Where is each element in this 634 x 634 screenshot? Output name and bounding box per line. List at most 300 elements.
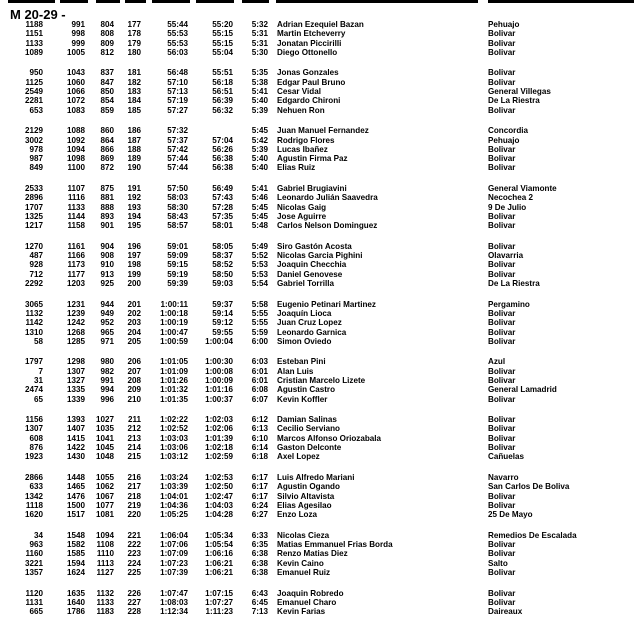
- pace: 5:55: [251, 318, 268, 328]
- gender-position: 949: [100, 308, 114, 318]
- city: Bolivar: [488, 424, 516, 434]
- pace: 7:13: [251, 607, 268, 617]
- net-time: 1:07:27: [205, 597, 233, 607]
- net-time: 55:15: [212, 29, 233, 39]
- runner-name: Nehuen Ron: [277, 105, 325, 115]
- result-row: [0, 260, 634, 269]
- net-time: 1:11:23: [205, 607, 233, 617]
- gun-time: 55:44: [167, 20, 188, 29]
- category-position: 180: [127, 47, 141, 57]
- overall-position: 1548: [66, 530, 85, 540]
- net-time: 57:35: [212, 211, 233, 221]
- gun-time: 1:06:04: [160, 530, 188, 540]
- pace: 6:17: [251, 472, 268, 482]
- category-position: 189: [127, 154, 141, 164]
- bib-number: 1188: [25, 20, 43, 29]
- result-row: [0, 136, 634, 145]
- header-rule: [276, 0, 478, 3]
- runner-name: Alan Luis: [277, 366, 314, 376]
- gun-time: 57:19: [167, 96, 188, 106]
- gender-position: 893: [100, 211, 114, 221]
- pace: 5:53: [251, 269, 268, 279]
- gun-time: 59:39: [167, 279, 188, 289]
- category-position: 206: [127, 357, 141, 367]
- gender-position: 864: [100, 135, 114, 145]
- pace: 5:31: [251, 38, 268, 48]
- category-position: 183: [127, 87, 141, 97]
- bib-number: 712: [29, 269, 43, 279]
- net-time: 1:02:06: [205, 424, 233, 434]
- gun-time: 1:05:25: [160, 510, 188, 520]
- gender-position: 980: [100, 357, 114, 367]
- bib-number: 978: [29, 144, 43, 154]
- pace: 6:38: [251, 558, 268, 568]
- net-time: 59:14: [212, 308, 233, 318]
- city: Bolivar: [488, 38, 516, 48]
- city: 9 De Julio: [488, 202, 527, 212]
- overall-position: 1066: [66, 87, 85, 97]
- pace: 6:07: [251, 394, 268, 404]
- result-row: [0, 589, 634, 598]
- category-position: 220: [127, 510, 141, 520]
- bib-number: 1310: [24, 327, 43, 337]
- overall-position: 1133: [67, 202, 85, 212]
- result-group: [0, 473, 634, 519]
- gun-time: 58:30: [167, 202, 188, 212]
- runner-name: Silvio Altavista: [277, 491, 335, 501]
- pace: 5:41: [251, 184, 268, 194]
- net-time: 1:06:21: [205, 558, 233, 568]
- bib-number: 1118: [25, 500, 43, 510]
- net-time: 59:55: [212, 327, 233, 337]
- overall-position: 1072: [66, 96, 85, 106]
- runner-name: Nicolas Gaig: [277, 202, 327, 212]
- overall-position: 1430: [66, 452, 85, 462]
- category-position: 223: [127, 549, 141, 559]
- runner-name: Enzo Loza: [277, 510, 318, 520]
- city: General Viamonte: [488, 184, 557, 194]
- gender-position: 854: [100, 96, 114, 106]
- bib-number: 2281: [24, 96, 43, 106]
- gun-time: 1:01:05: [160, 357, 188, 367]
- runner-name: Kevin Koffler: [277, 394, 328, 404]
- gender-position: 809: [100, 38, 114, 48]
- gender-position: 1132: [96, 588, 114, 598]
- pace: 6:18: [251, 452, 268, 462]
- header-rule: [125, 0, 146, 3]
- net-time: 1:00:37: [205, 394, 233, 404]
- bib-number: 1132: [25, 308, 43, 318]
- pace: 5:40: [251, 163, 268, 173]
- result-row: [0, 87, 634, 96]
- bib-number: 1089: [24, 47, 43, 57]
- gender-position: 888: [100, 202, 114, 212]
- gun-time: 58:57: [167, 221, 188, 231]
- pace: 6:17: [251, 482, 268, 492]
- bib-number: 1620: [24, 510, 43, 520]
- result-row: [0, 492, 634, 501]
- overall-position: 1415: [66, 433, 85, 443]
- runner-name: Diego Ottonello: [277, 47, 338, 57]
- pace: 5:39: [251, 144, 268, 154]
- city: Necochea 2: [488, 193, 533, 203]
- bib-number: 1325: [24, 211, 43, 221]
- category-position: 191: [127, 184, 141, 194]
- overall-position: 1448: [66, 472, 85, 482]
- city: Concordia: [488, 126, 529, 136]
- category-position: 204: [127, 327, 141, 337]
- category-position: 222: [127, 540, 141, 550]
- result-row: [0, 78, 634, 87]
- category-position: 179: [127, 38, 141, 48]
- gender-position: 812: [100, 47, 114, 57]
- bib-number: 3221: [24, 558, 43, 568]
- gender-position: 872: [100, 163, 114, 173]
- category-position: 181: [127, 68, 141, 78]
- runner-name: Rodrigo Flores: [277, 135, 335, 145]
- pace: 6:38: [251, 567, 268, 577]
- bib-number: 1357: [24, 567, 43, 577]
- category-position: 187: [127, 135, 141, 145]
- header-rule: [96, 0, 120, 3]
- gun-time: 57:50: [167, 184, 188, 194]
- runner-name: Marcos Alfonso Oriozabala: [277, 433, 382, 443]
- net-time: 59:12: [212, 318, 233, 328]
- bib-number: 2292: [24, 279, 43, 289]
- gun-time: 56:48: [167, 68, 188, 78]
- overall-position: 1239: [66, 308, 85, 318]
- category-position: 213: [127, 433, 141, 443]
- gun-time: 1:07:39: [160, 567, 188, 577]
- net-time: 57:04: [212, 135, 233, 145]
- gun-time: 57:42: [167, 144, 188, 154]
- result-row: [0, 367, 634, 376]
- runner-name: Eugenio Petinari Martinez: [277, 299, 376, 309]
- category-position: 228: [127, 607, 141, 617]
- gender-position: 808: [100, 29, 114, 39]
- result-row: [0, 385, 634, 394]
- gender-position: 1110: [96, 549, 114, 559]
- net-time: 1:01:39: [205, 433, 233, 443]
- gun-time: 1:01:32: [160, 385, 188, 395]
- gun-time: 57:13: [167, 87, 188, 97]
- bib-number: 928: [29, 260, 43, 270]
- city: General Villegas: [488, 87, 551, 97]
- gun-time: 57:10: [167, 77, 188, 87]
- city: Bolivar: [488, 375, 516, 385]
- category-position: 177: [127, 20, 141, 29]
- result-group: [0, 126, 634, 172]
- overall-position: 1407: [66, 424, 85, 434]
- overall-position: 1144: [67, 211, 85, 221]
- header-rule: [152, 0, 190, 3]
- result-row: [0, 300, 634, 309]
- pace: 6:17: [251, 491, 268, 501]
- category-position: 186: [127, 126, 141, 136]
- category-position: 199: [127, 269, 141, 279]
- runner-name: Edgardo Chironi: [277, 96, 341, 106]
- gun-time: 56:03: [167, 47, 188, 57]
- result-row: [0, 251, 634, 260]
- runner-name: Elias Agesilao: [277, 500, 332, 510]
- gender-position: 1048: [95, 452, 114, 462]
- category-position: 225: [127, 567, 141, 577]
- gender-position: 913: [100, 269, 114, 279]
- net-time: 55:51: [212, 68, 233, 78]
- category-position: 211: [127, 415, 141, 425]
- header-rule: [488, 0, 634, 3]
- result-row: [0, 607, 634, 616]
- pace: 6:12: [251, 415, 268, 425]
- city: Navarro: [488, 472, 519, 482]
- result-row: [0, 568, 634, 577]
- category-position: 217: [127, 482, 141, 492]
- gender-position: 1077: [95, 500, 114, 510]
- city: Bolivar: [488, 549, 516, 559]
- category-position: 216: [127, 472, 141, 482]
- category-position: 205: [127, 336, 141, 346]
- result-row: [0, 203, 634, 212]
- category-position: 190: [127, 163, 141, 173]
- runner-name: Lucas Ibañez: [277, 144, 328, 154]
- city: Bolivar: [488, 308, 516, 318]
- overall-position: 1786: [66, 607, 85, 617]
- result-row: [0, 501, 634, 510]
- net-time: 57:28: [212, 202, 233, 212]
- pace: 5:55: [251, 308, 268, 318]
- result-row: [0, 184, 634, 193]
- category-position: 196: [127, 241, 141, 251]
- category-position: 215: [127, 452, 141, 462]
- city: Bolivar: [488, 394, 516, 404]
- category-position: 200: [127, 279, 141, 289]
- category-position: 219: [127, 500, 141, 510]
- result-group: [0, 531, 634, 577]
- bib-number: 653: [29, 105, 43, 115]
- runner-name: Martin Etcheverry: [277, 29, 346, 39]
- category-position: 193: [127, 202, 141, 212]
- result-row: [0, 212, 634, 221]
- pace: 5:49: [251, 241, 268, 251]
- category-position: 201: [127, 299, 141, 309]
- category-position: 182: [127, 77, 141, 87]
- gender-position: 908: [100, 251, 114, 261]
- city: Bolivar: [488, 105, 516, 115]
- pace: 5:41: [251, 87, 268, 97]
- gun-time: 1:08:03: [160, 597, 188, 607]
- category-title: M 20-29 -: [10, 7, 66, 22]
- category-position: 208: [127, 375, 141, 385]
- pace: 6:10: [251, 433, 268, 443]
- runner-name: Gabriel Torrilla: [277, 279, 334, 289]
- result-group: [0, 242, 634, 288]
- pace: 5:54: [251, 279, 268, 289]
- result-row: [0, 48, 634, 57]
- gender-position: 881: [100, 193, 114, 203]
- gender-position: 1055: [95, 472, 114, 482]
- gun-time: 59:19: [167, 269, 188, 279]
- runner-name: Cecilio Serviano: [277, 424, 340, 434]
- gun-time: 1:04:36: [160, 500, 188, 510]
- gun-time: 55:53: [167, 38, 188, 48]
- category-position: 198: [127, 260, 141, 270]
- net-time: 56:51: [212, 87, 233, 97]
- pace: 5:45: [251, 126, 268, 136]
- pace: 5:59: [251, 327, 268, 337]
- bib-number: 849: [29, 163, 43, 173]
- runner-name: Matias Emmanuel Frias Borda: [277, 540, 393, 550]
- net-time: 56:38: [212, 154, 233, 164]
- city: Bolivar: [488, 491, 516, 501]
- pace: 5:46: [251, 193, 268, 203]
- bib-number: 633: [29, 482, 43, 492]
- city: Bolivar: [488, 269, 516, 279]
- gun-time: 57:44: [167, 154, 188, 164]
- gun-time: 1:07:23: [160, 558, 188, 568]
- gender-position: 1081: [95, 510, 114, 520]
- result-row: [0, 328, 634, 337]
- city: Bolivar: [488, 68, 516, 78]
- result-row: [0, 242, 634, 251]
- pace: 6:45: [251, 597, 268, 607]
- net-time: 55:04: [212, 47, 233, 57]
- category-position: 192: [127, 193, 141, 203]
- bib-number: 1307: [24, 424, 43, 434]
- overall-position: 1335: [66, 385, 85, 395]
- overall-position: 1092: [66, 135, 85, 145]
- gender-position: 1108: [96, 540, 114, 550]
- runner-name: Juan Cruz Lopez: [277, 318, 342, 328]
- city: Daireaux: [488, 607, 523, 617]
- gender-position: 944: [100, 299, 114, 309]
- pace: 6:43: [251, 588, 268, 598]
- result-group: [0, 589, 634, 617]
- header-rule: [8, 0, 55, 3]
- result-row: [0, 473, 634, 482]
- net-time: 58:01: [212, 221, 233, 231]
- city: Bolivar: [488, 588, 516, 598]
- result-row: [0, 20, 634, 29]
- runner-name: Edgar Paul Bruno: [277, 77, 346, 87]
- overall-position: 1393: [66, 415, 85, 425]
- gender-position: 1183: [96, 607, 114, 617]
- gun-time: 1:12:34: [160, 607, 188, 617]
- category-position: 218: [127, 491, 141, 501]
- result-row: [0, 559, 634, 568]
- header-rule: [196, 0, 234, 3]
- pace: 6:03: [251, 357, 268, 367]
- bib-number: 950: [29, 68, 43, 78]
- pace: 5:35: [251, 68, 268, 78]
- gun-time: 1:00:59: [160, 336, 188, 346]
- net-time: 1:02:47: [205, 491, 233, 501]
- bib-number: 2129: [24, 126, 43, 136]
- result-row: [0, 337, 634, 346]
- net-time: 1:06:16: [205, 549, 233, 559]
- overall-position: 1005: [66, 47, 85, 57]
- city: Bolivar: [488, 366, 516, 376]
- gun-time: 1:01:09: [160, 366, 188, 376]
- gender-position: 991: [100, 375, 114, 385]
- gun-time: 1:03:06: [160, 443, 188, 453]
- gender-position: 847: [100, 77, 114, 87]
- category-position: 185: [127, 105, 141, 115]
- overall-position: 1624: [66, 567, 85, 577]
- gender-position: 1133: [96, 597, 114, 607]
- runner-name: Jonas Gonzales: [277, 68, 339, 78]
- net-time: 1:05:54: [205, 540, 233, 550]
- result-row: [0, 415, 634, 424]
- result-row: [0, 540, 634, 549]
- city: Pergamino: [488, 299, 530, 309]
- overall-position: 1422: [66, 443, 85, 453]
- header-rule: [60, 0, 88, 3]
- pace: 5:45: [251, 211, 268, 221]
- pace: 6:35: [251, 540, 268, 550]
- city: Bolivar: [488, 443, 516, 453]
- gun-time: 1:03:39: [160, 482, 188, 492]
- result-row: [0, 598, 634, 607]
- net-time: 1:02:18: [205, 443, 233, 453]
- bib-number: 1151: [25, 29, 43, 39]
- runner-name: Kevin Farias: [277, 607, 326, 617]
- runner-name: Axel Lopez: [277, 452, 320, 462]
- net-time: 56:18: [212, 77, 233, 87]
- net-time: 56:26: [212, 144, 233, 154]
- pace: 6:08: [251, 385, 268, 395]
- gender-position: 860: [100, 126, 114, 136]
- result-group: [0, 300, 634, 346]
- gun-time: 58:03: [167, 193, 188, 203]
- city: Bolivar: [488, 241, 516, 251]
- gun-time: 55:53: [167, 29, 188, 39]
- city: Olavarria: [488, 251, 524, 261]
- overall-position: 1640: [66, 597, 85, 607]
- header-rules: [0, 0, 634, 4]
- result-row: [0, 531, 634, 540]
- city: Bolivar: [488, 500, 516, 510]
- runner-name: Elias Ruiz: [277, 163, 316, 173]
- bib-number: 2866: [24, 472, 43, 482]
- gender-position: 1062: [95, 482, 114, 492]
- runner-name: Kevin Caino: [277, 558, 324, 568]
- gender-position: 996: [100, 394, 114, 404]
- overall-position: 1585: [66, 549, 85, 559]
- gun-time: 57:37: [167, 135, 188, 145]
- runner-name: Joaquin Robredo: [277, 588, 344, 598]
- category-position: 202: [127, 308, 141, 318]
- runner-name: Leonardo Garnica: [277, 327, 347, 337]
- overall-position: 1298: [66, 357, 85, 367]
- net-time: 58:50: [212, 269, 233, 279]
- bib-number: 58: [33, 336, 43, 346]
- gender-position: 1045: [95, 443, 114, 453]
- pace: 5:45: [251, 202, 268, 212]
- net-time: 1:07:15: [205, 588, 233, 598]
- category-position: 194: [127, 211, 141, 221]
- bib-number: 487: [29, 251, 43, 261]
- runner-name: Emanuel Charo: [277, 597, 337, 607]
- pace: 6:24: [251, 500, 268, 510]
- overall-position: 1060: [66, 77, 85, 87]
- bib-number: 1156: [25, 415, 43, 425]
- city: Azul: [488, 357, 506, 367]
- category-position: 178: [127, 29, 141, 39]
- category-position: 214: [127, 443, 141, 453]
- overall-position: 1635: [66, 588, 85, 598]
- bib-number: 3002: [24, 135, 43, 145]
- gender-position: 1127: [96, 567, 114, 577]
